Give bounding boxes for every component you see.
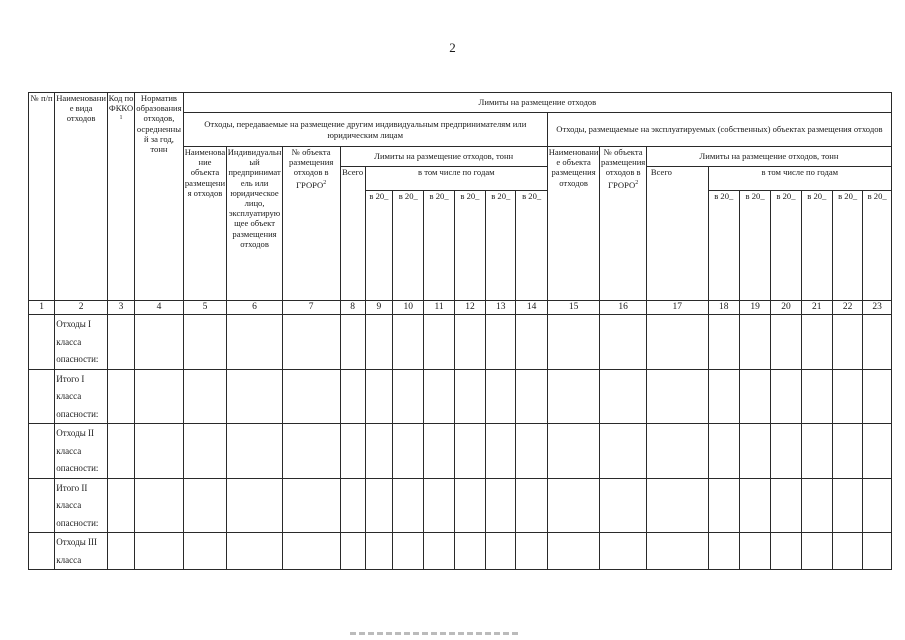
table-cell <box>29 478 55 533</box>
footer-scan-artifact <box>350 632 520 635</box>
header-obj-num-own <box>600 147 647 301</box>
header-total-own: Всего <box>646 167 708 301</box>
table-cell <box>454 533 485 570</box>
table-cell <box>547 478 600 533</box>
table-cell <box>393 478 424 533</box>
footnote-2: 2 <box>323 179 327 186</box>
table-cell <box>801 424 832 479</box>
column-number: 19 <box>739 301 770 315</box>
year-cell-own: в 20_ <box>739 191 770 301</box>
table-cell <box>516 478 547 533</box>
table-cell <box>771 478 801 533</box>
table-cell <box>516 533 547 570</box>
table-cell <box>801 478 832 533</box>
table-cell <box>107 424 134 479</box>
table-cell <box>365 369 392 424</box>
table-row <box>29 533 892 570</box>
table-cell <box>486 533 516 570</box>
table-cell <box>739 424 770 479</box>
table-cell <box>646 369 708 424</box>
column-number: 17 <box>646 301 708 315</box>
table-cell <box>393 533 424 570</box>
header-obj-num-own-text: № объекта размещения отходов в ГРОРО <box>601 147 646 190</box>
table-cell <box>227 533 283 570</box>
header-fkko-text: Код по ФККО <box>108 93 134 114</box>
table-cell <box>365 424 392 479</box>
waste-limits-table <box>28 92 892 570</box>
table-cell <box>801 369 832 424</box>
column-number: 14 <box>516 301 547 315</box>
table-cell <box>29 533 55 570</box>
footnote-1: 1 <box>119 115 123 122</box>
header-norm: Норматив образования отходов, осредненный за год, тонн <box>135 93 184 301</box>
table-cell <box>832 533 862 570</box>
table-cell <box>739 478 770 533</box>
table-cell <box>227 369 283 424</box>
table-cell <box>863 315 892 370</box>
table-cell <box>365 478 392 533</box>
table-cell <box>708 533 739 570</box>
table-cell <box>135 478 184 533</box>
table-cell <box>340 424 365 479</box>
table-cell <box>227 478 283 533</box>
column-number: 8 <box>340 301 365 315</box>
header-obj-name-own: Наименование объекта размещения отходов <box>547 147 600 301</box>
table-cell <box>183 424 226 479</box>
table-cell <box>832 369 862 424</box>
table-cell <box>340 315 365 370</box>
table-row <box>29 315 892 370</box>
column-number: 15 <box>547 301 600 315</box>
column-number: 3 <box>107 301 134 315</box>
header-limits-tons: Лимиты на размещение отходов, тонн <box>340 147 547 167</box>
table-cell <box>454 315 485 370</box>
table-cell <box>516 424 547 479</box>
header-group-own: Отходы, размещаемые на эксплуатируемых (собственных) объектах размещения отходов <box>547 113 891 147</box>
year-cell: в 20_ <box>454 191 485 301</box>
table-cell <box>29 424 55 479</box>
year-cell: в 20_ <box>424 191 454 301</box>
table-cell <box>424 315 454 370</box>
header-obj-name: Наименование объекта размещения отходов <box>183 147 226 301</box>
footnote-2-own: 2 <box>635 179 639 186</box>
header-fkko-code <box>107 93 134 301</box>
row-label: Отходы II класса опасности: <box>55 424 108 479</box>
column-number: 22 <box>832 301 862 315</box>
column-number: 18 <box>708 301 739 315</box>
row-label: Итого I класса опасности: <box>55 369 108 424</box>
table-cell <box>547 533 600 570</box>
year-cell-own: в 20_ <box>801 191 832 301</box>
table-cell <box>801 315 832 370</box>
table-cell <box>863 478 892 533</box>
table-cell <box>135 315 184 370</box>
column-number: 6 <box>227 301 283 315</box>
table-cell <box>646 424 708 479</box>
table-cell <box>708 478 739 533</box>
table-cell <box>486 478 516 533</box>
table-cell <box>393 424 424 479</box>
table-cell <box>29 369 55 424</box>
table-cell <box>600 369 647 424</box>
table-cell <box>801 533 832 570</box>
column-number: 1 <box>29 301 55 315</box>
table-cell <box>771 533 801 570</box>
year-cell: в 20_ <box>516 191 547 301</box>
table-cell <box>832 315 862 370</box>
column-number: 4 <box>135 301 184 315</box>
table-cell <box>547 424 600 479</box>
table-cell <box>454 478 485 533</box>
row-label: Отходы I класса опасности: <box>55 315 108 370</box>
table-cell <box>708 424 739 479</box>
header-waste-name: Наименование вида отходов <box>55 93 108 301</box>
column-number: 9 <box>365 301 392 315</box>
table-cell <box>393 315 424 370</box>
table-cell <box>516 369 547 424</box>
table-cell <box>135 533 184 570</box>
page-number: 2 <box>449 40 456 55</box>
table-cell <box>282 478 340 533</box>
table-cell <box>832 424 862 479</box>
table-cell <box>183 478 226 533</box>
table-cell <box>863 424 892 479</box>
table-cell <box>107 369 134 424</box>
table-cell <box>282 315 340 370</box>
column-number: 13 <box>486 301 516 315</box>
table-cell <box>600 478 647 533</box>
header-operator: Индивидуальный предприниматель или юридическое лицо, эксплуатирующее объект размещения отходов <box>227 147 283 301</box>
table-cell <box>29 315 55 370</box>
table-cell <box>454 424 485 479</box>
table-cell <box>365 315 392 370</box>
table-cell <box>340 369 365 424</box>
table-cell <box>771 315 801 370</box>
column-number: 10 <box>393 301 424 315</box>
table-cell <box>486 369 516 424</box>
table-cell <box>547 369 600 424</box>
table-cell <box>646 478 708 533</box>
table-cell <box>646 315 708 370</box>
table-cell <box>183 369 226 424</box>
header-limits-tons-own: Лимиты на размещение отходов, тонн <box>646 147 891 167</box>
table-cell <box>708 369 739 424</box>
table-cell <box>547 315 600 370</box>
table-cell <box>486 315 516 370</box>
table-cell <box>107 478 134 533</box>
table-cell <box>600 533 647 570</box>
table-cell <box>771 369 801 424</box>
year-cell-own: в 20_ <box>832 191 862 301</box>
table-cell <box>107 315 134 370</box>
table-cell <box>863 533 892 570</box>
table-row <box>29 424 892 479</box>
header-np: № п/п <box>29 93 55 301</box>
year-cell-own: в 20_ <box>863 191 892 301</box>
table-cell <box>739 369 770 424</box>
table-cell <box>135 369 184 424</box>
table-row <box>29 369 892 424</box>
column-number: 11 <box>424 301 454 315</box>
table-cell <box>832 478 862 533</box>
header-obj-num-groro <box>282 147 340 301</box>
year-cell-own: в 20_ <box>771 191 801 301</box>
column-number: 16 <box>600 301 647 315</box>
table-cell <box>646 533 708 570</box>
column-number: 2 <box>55 301 108 315</box>
table-cell <box>708 315 739 370</box>
header-total-short: Всего <box>340 167 365 301</box>
table-cell <box>340 478 365 533</box>
table-cell <box>486 424 516 479</box>
row-label: Отходы III класса <box>55 533 108 570</box>
table-cell <box>424 424 454 479</box>
column-number: 20 <box>771 301 801 315</box>
header-by-years-own: в том числе по годам <box>708 167 891 191</box>
table-cell <box>107 533 134 570</box>
header-obj-num-text: № объекта размещения отходов в ГРОРО <box>289 147 334 190</box>
table-cell <box>282 369 340 424</box>
table-cell <box>227 315 283 370</box>
table-cell <box>600 424 647 479</box>
column-number: 23 <box>863 301 892 315</box>
column-number: 12 <box>454 301 485 315</box>
table-cell <box>424 533 454 570</box>
row-label: Итого II класса опасности: <box>55 478 108 533</box>
table-cell <box>340 533 365 570</box>
table-row <box>29 478 892 533</box>
table-cell <box>282 533 340 570</box>
table-cell <box>771 424 801 479</box>
table-cell <box>282 424 340 479</box>
year-cell: в 20_ <box>486 191 516 301</box>
year-cell: в 20_ <box>365 191 392 301</box>
year-cell: в 20_ <box>393 191 424 301</box>
column-number: 21 <box>801 301 832 315</box>
table-cell <box>183 315 226 370</box>
header-group-other: Отходы, передаваемые на размещение другим индивидуальным предпринимателям или юридическим лицам <box>183 113 547 147</box>
table-cell <box>135 424 184 479</box>
table-cell <box>365 533 392 570</box>
table-cell <box>863 369 892 424</box>
table-cell <box>739 315 770 370</box>
table-cell <box>227 424 283 479</box>
table-cell <box>183 533 226 570</box>
column-number: 7 <box>282 301 340 315</box>
table-cell <box>600 315 647 370</box>
year-cell-own: в 20_ <box>708 191 739 301</box>
table-cell <box>424 478 454 533</box>
table-cell <box>739 533 770 570</box>
table-cell <box>454 369 485 424</box>
header-by-years: в том числе по годам <box>365 167 547 191</box>
table-cell <box>516 315 547 370</box>
column-number: 5 <box>183 301 226 315</box>
table-cell <box>424 369 454 424</box>
column-numbers-row <box>29 301 892 315</box>
table-cell <box>393 369 424 424</box>
header-limits-main: Лимиты на размещение отходов <box>183 93 891 113</box>
